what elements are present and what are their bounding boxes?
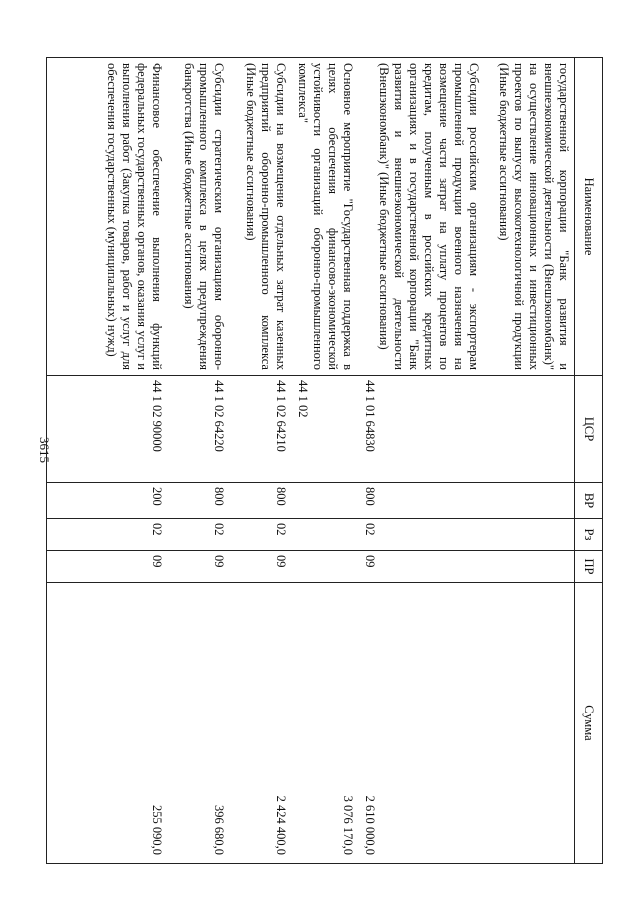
header-vr: ВР [575,483,603,519]
row-csr: 44 1 02 [292,376,359,483]
header-sum: Сумма [575,583,603,864]
rotated-table-sheet [46,57,603,863]
row-pr: 09 [359,551,485,583]
row-pr: 09 [168,551,230,583]
row-pr: 09 [230,551,292,583]
row-csr: 44 1 02 64210 [230,376,292,483]
row-csr: 44 1 02 64220 [168,376,230,483]
row-sum: 2 424 400,0 [230,583,292,864]
header-pr: ПР [575,551,603,583]
row-csr: 44 1 01 64830 [359,376,485,483]
table-row [230,58,292,864]
row-sum: 396 680,0 [168,583,230,864]
row-name: Финансовое обеспечение выполнения функций федеральных государственных органов, оказания услуг и выполнения работ (Закупка товаров, работ и услуг для обеспечения государственных (муниципальных) нужд) [47,58,168,376]
table-row [359,58,485,864]
table-header-row [575,58,603,864]
row-name: Основное мероприятие "Государственная поддержка в целях обеспечения финансово-экономической устойчивости организаций оборонно-промышленного комплекса" [292,58,359,376]
header-rz: Рз [575,519,603,551]
row-sum: 3 076 170,0 [292,583,359,864]
row-rz: 02 [230,519,292,551]
row-name: Субсидии стратегическим организациям оборонно-промышленного комплекса в целях предупреждения банкротства (Иные бюджетные ассигнования) [168,58,230,376]
row-name: Субсидии на возмещение отдельных затрат казенных предприятий оборонно-промышленного комплекса (Иные бюджетные ассигнования) [230,58,292,376]
table-row [168,58,230,864]
row-vr: 200 [47,483,168,519]
table-row [292,58,359,864]
row-sum: 2 610 000,0 [359,583,485,864]
row-pr: 09 [47,551,168,583]
row-sum: 255 090,0 [47,583,168,864]
row-rz: 02 [168,519,230,551]
header-csr: ЦСР [575,376,603,483]
row-vr: 800 [168,483,230,519]
row-csr: 44 1 02 90000 [47,376,168,483]
budget-table [46,57,603,864]
row-vr: 800 [230,483,292,519]
row-rz: 02 [359,519,485,551]
row-rz: 02 [47,519,168,551]
row-vr: 800 [359,483,485,519]
table-row [47,58,168,864]
row-name: государственной корпорации "Банк развития и внешнеэкономической деятельности (Внешэкономбанк)" на осуществление инновационных и инвестиционных проектов по выпуску высокотехнологичной продукции (Иные бюджетные ассигнования) [485,58,575,376]
page-number: 3615 [37,437,52,463]
row-name: Субсидии российским организациям - экспортерам промышленной продукции военного назначения на возмещение части затрат на уплату процентов по кредитам, полученным в российских кредитных организациях и в государственной корпорации "Банк развития и внешнеэкономической деятельности (Внешэкономбанк)" (Иные бюджетные ассигнования) [359,58,485,376]
table-row [485,58,575,864]
header-name: Наименование [575,58,603,376]
